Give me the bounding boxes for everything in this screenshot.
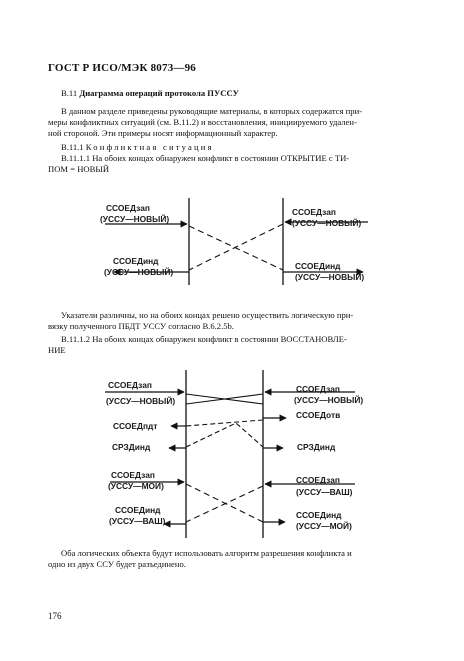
intro-line: В данном разделе приведены руководящие материалы, в которых содержатся при- (61, 106, 363, 116)
d2-label: (УССУ—НОВЫЙ) (106, 396, 176, 406)
item-line: В.11.1.2 На обоих концах обнаружен конфликт в состоянии ВОССТАНОВЛЕ- (61, 334, 347, 344)
section-title: Диаграмма операций протокола ПУССУ (79, 88, 239, 98)
d2-label: (УССУ—МОЙ) (108, 481, 164, 491)
dash-right-to-left (186, 420, 263, 426)
item-line: ПОМ = НОВЫЙ (48, 164, 110, 174)
subsection-title: Конфликтная ситуация (85, 142, 214, 152)
subsection-number: В.11.1 (61, 142, 84, 152)
dash-disconnect-path (186, 423, 263, 447)
d2-label: ССОЕДпдт (113, 421, 158, 431)
d1-label: ССОЕДинд (113, 256, 159, 266)
item-line: В.11.1.1 На обоих концах обнаружен конфликт в состоянии ОТКРЫТИЕ с ТИ- (61, 153, 350, 163)
item-line: НИЕ (48, 345, 66, 355)
d1-label: ССОЕДзап (292, 207, 336, 217)
page-number: 176 (48, 611, 62, 621)
document-header: ГОСТ Р ИСО/МЭК 8073—96 (48, 62, 196, 74)
d2-label: (УССУ—НОВЫЙ) (294, 395, 364, 405)
d1-label: ССОЕДзап (106, 203, 150, 213)
d2-label: СРЗДинд (297, 442, 336, 452)
d1-label: (УССУ—НОВЫЙ) (104, 267, 174, 277)
section-number: В.11 (61, 88, 78, 98)
d2-label: ССОЕДзап (296, 475, 340, 485)
intro-line: меры конфликтных ситуаций (см. В.11.2) и восстановления, инициируемого удален- (48, 117, 357, 127)
d2-label: ССОЕДзап (108, 380, 152, 390)
d2-label: ССОЕДотв (296, 410, 341, 420)
d1-label: ССОЕДинд (295, 261, 341, 271)
d2-label: ССОЕДзап (111, 470, 155, 480)
d1-label: (УССУ—НОВЫЙ) (292, 218, 362, 228)
body-line: вязку полученного ПБДТ УССУ согласно В.6.2.5b. (48, 321, 234, 331)
d2-label: ССОЕДзап (296, 384, 340, 394)
closing-line: Оба логических объекта будут использовать алгоритм разрешения конфликта и (61, 548, 352, 558)
d1-label: (УССУ—НОВЫЙ) (295, 272, 365, 282)
intro-line: ной стороной. Эти примеры носят информационный характер. (48, 128, 278, 138)
body-line: Указатели различны, но на обоих концах решено осуществить логическую при- (61, 310, 354, 320)
d2-label: (УССУ—ВАШ) (296, 487, 353, 497)
d2-label: (УССУ—ВАШ) (109, 516, 166, 526)
d1-label: (УССУ—НОВЫЙ) (100, 214, 170, 224)
d2-label: ССОЕДинд (296, 510, 342, 520)
closing-line: одно из двух ССУ будет разъединено. (48, 559, 186, 569)
d2-label: (УССУ—МОЙ) (296, 521, 352, 531)
d2-label: СРЗДинд (112, 442, 151, 452)
d2-label: ССОЕДинд (115, 505, 161, 515)
